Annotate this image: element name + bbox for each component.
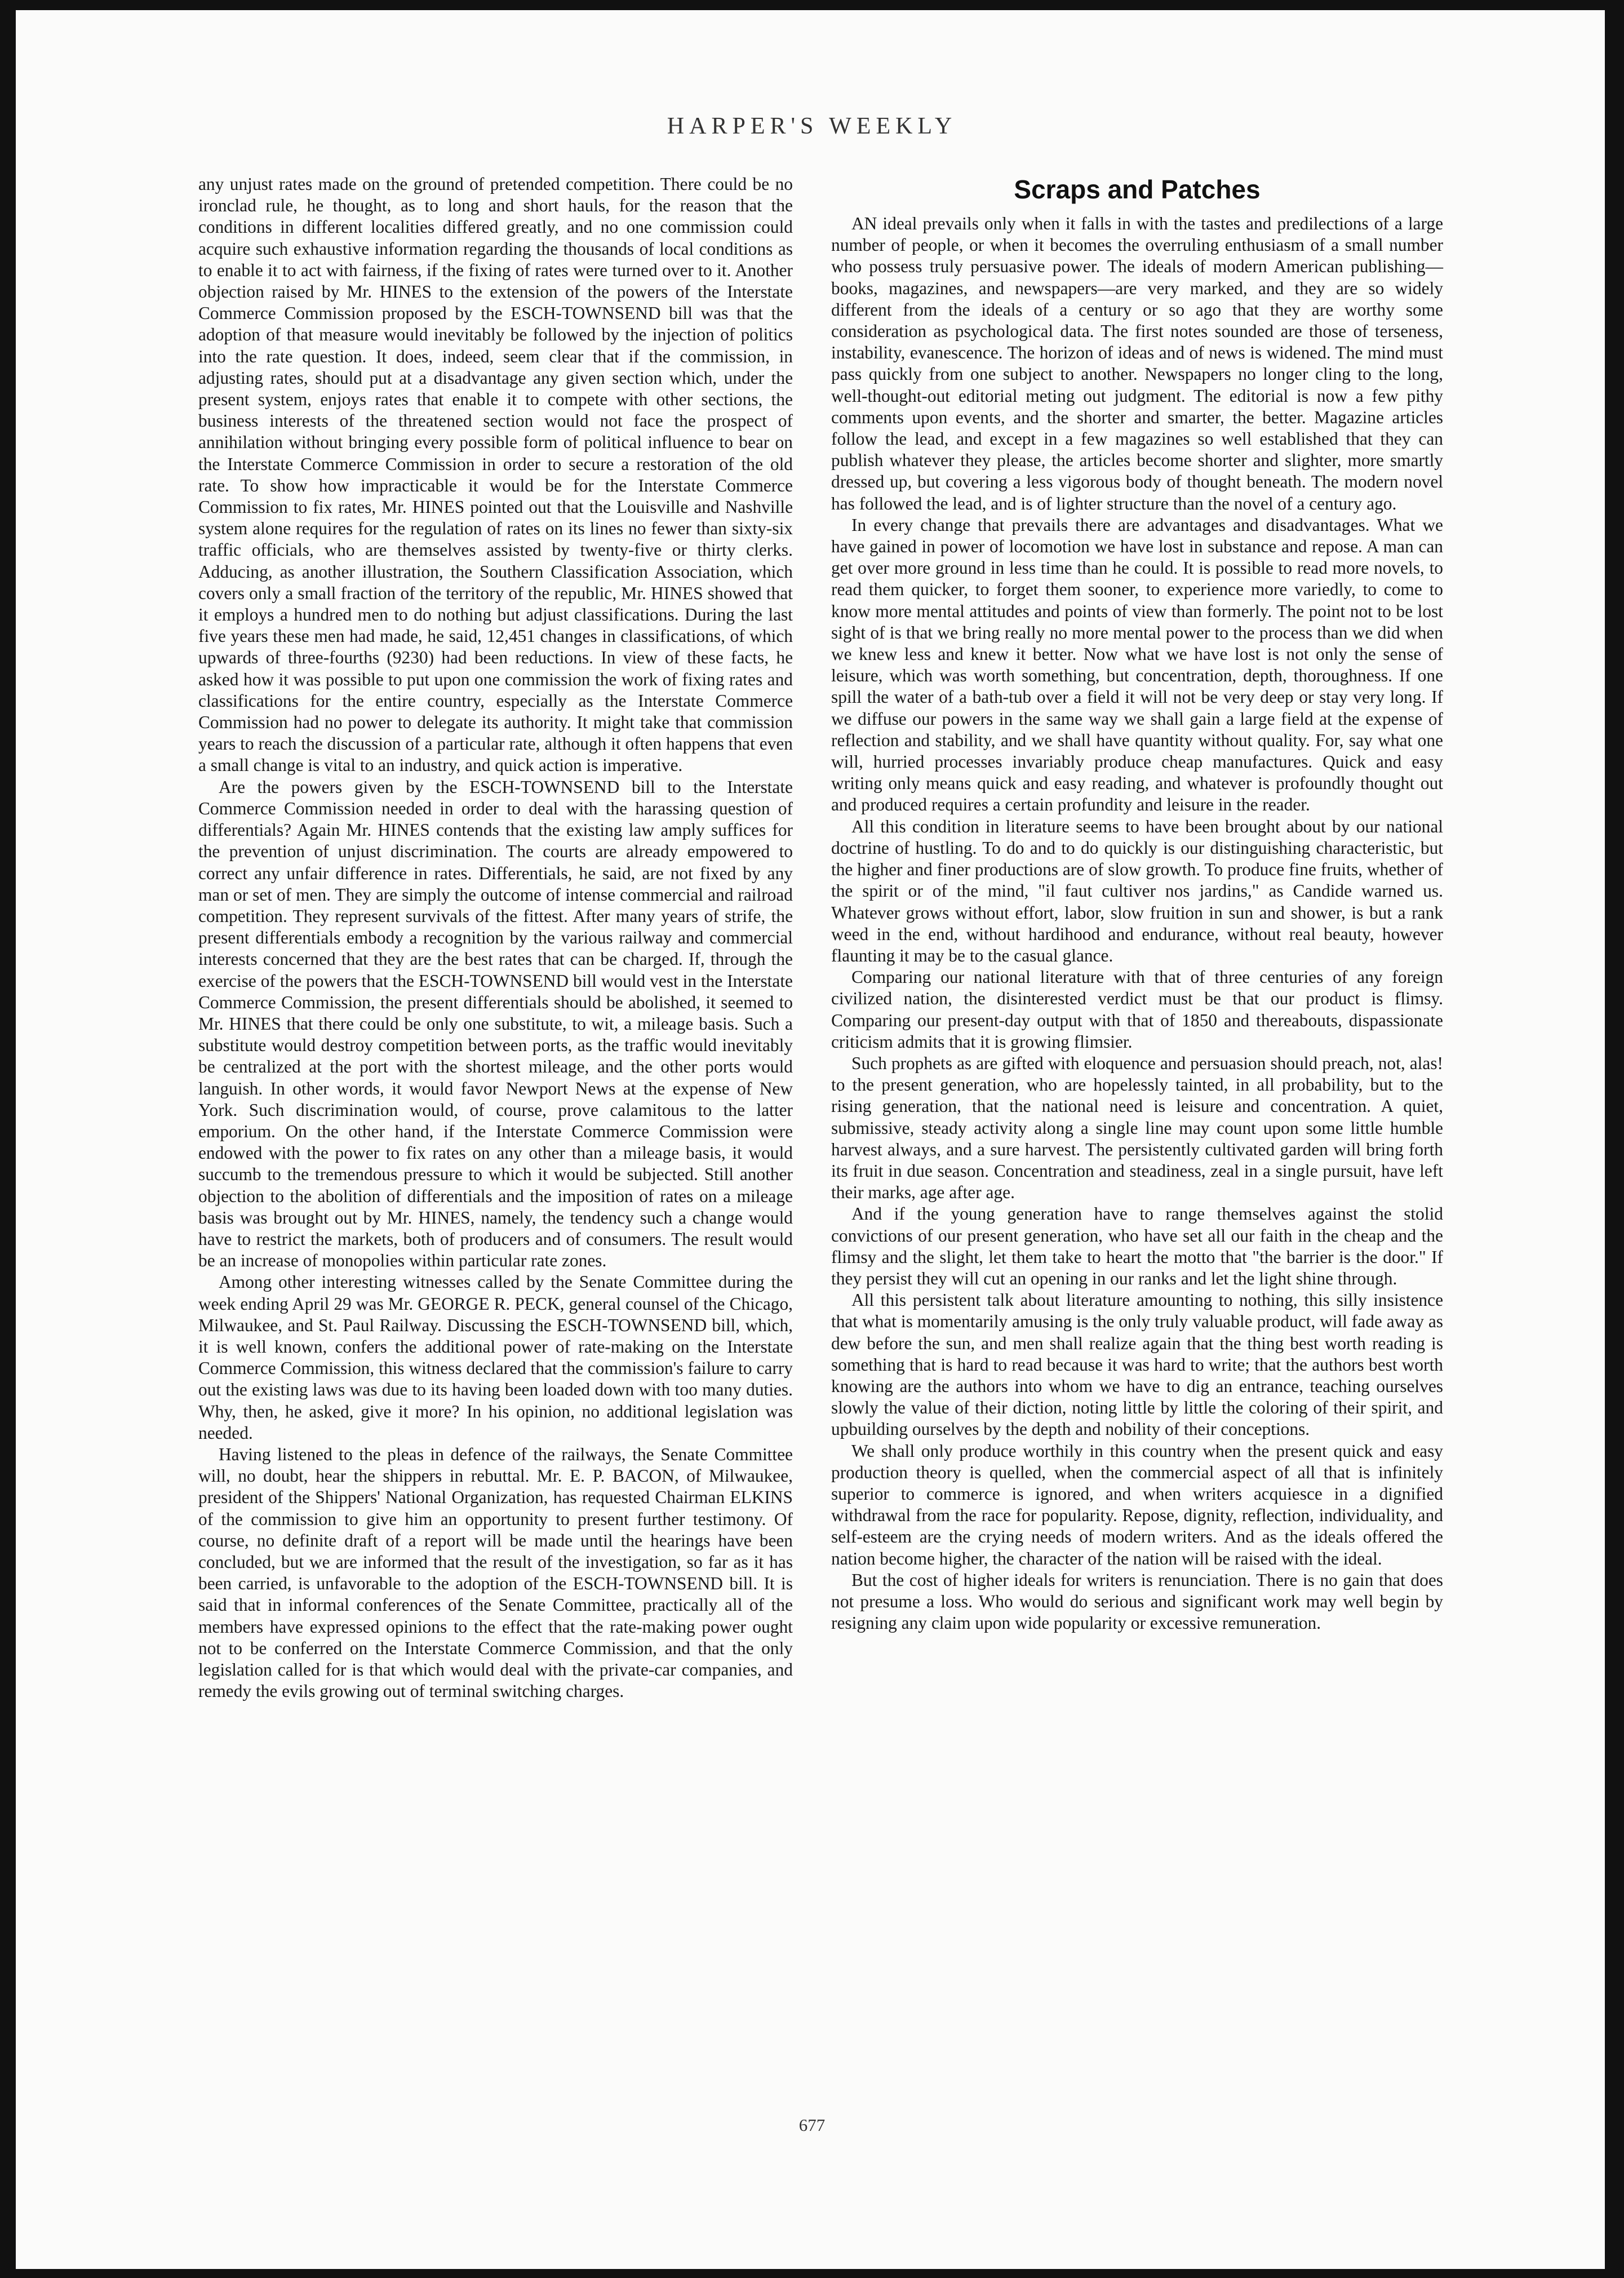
right-paragraph: We shall only produce worthily in this country when the present quick and easy production theory is quelled, when the commercial aspect of all that is infinitely superior to commerce is ignored, and when writers acquiesce in a dignified withdrawal from the race for popularity. Repose, dignity, reflection, individuality, and self-esteem are the crying needs of modern writers. And as the ideals offered the nation become higher, the character of the nation will be raised with the ideal.: [831, 1441, 1443, 1568]
left-paragraph: Having listened to the pleas in defence of the railways, the Senate Committee will, no doubt, hear the shippers in rebuttal. Mr. E. P. BACON, of Milwaukee, president of the Shippers' National Organization, has requested Chairman ELKINS of the commission to give him an opportunity to present further testimony. Of course, no definite draft of a report will be made until the hearings have been concluded, but we are informed that the result of the investigation, so far as it has been carried, is unfavorable to the adoption of the ESCH-TOWNSEND bill. It is said that in informal conferences of the Senate Committee, practically all of the members have expressed opinions to the effect that the rate-making power ought not to be conferred on the Interstate Commerce Commission, and that the only legislation called for is that which would deal with the private-car companies, and remedy the evils growing out of terminal switching charges.: [198, 1444, 793, 1701]
right-paragraph: Such prophets as are gifted with eloquence and persuasion should preach, not, alas! to the present generation, who are hopelessly tainted, in all probability, but to the rising generation, that the national need is leisure and concentration. A quiet, submissive, steady activity along a single line may count upon some little humble harvest always, and a sure harvest. The persistently cultivated garden will bring forth its fruit in due season. Concentration and steadiness, zeal in a single pursuit, have left their marks, age after age.: [831, 1053, 1443, 1203]
left-paragraph: Among other interesting witnesses called by the Senate Committee during the week ending April 29 was Mr. GEORGE R. PECK, general counsel of the Chicago, Milwaukee, and St. Paul Railway. Discussing the ESCH-TOWNSEND bill, which, it is well known, confers the additional power of rate-making on the Interstate Commerce Commission, this witness declared that the commission's failure to carry out the existing laws was due to its having been loaded down with too many duties. Why, then, he asked, give it more? In his opinion, no additional legislation was needed.: [198, 1272, 793, 1443]
right-paragraph: All this condition in literature seems to have been brought about by our national doctrine of hustling. To do and to do quickly is our distinguishing characteristic, but the higher and finer productions are of slow growth. To produce fine fruits, whether of the spirit or of the mind, "il faut cultiver nos jardins," as Candide warned us. Whatever grows without effort, labor, slow fruition in sun and shower, is but a rank weed in the end, without hardihood and endurance, without real beauty, however flaunting it may be to the casual glance.: [831, 816, 1443, 965]
left-paragraph: Are the powers given by the ESCH-TOWNSEND bill to the Interstate Commerce Commission needed in order to deal with the harassing question of differentials? Again Mr. HINES contends that the existing law amply suffices for the prevention of unjust discrimination. The courts are already empowered to correct any unfair difference in rates. Differentials, he said, are not fixed by any man or set of men. They are simply the outcome of intense commercial and railroad competition. They represent survivals of the fittest. After many years of strife, the present differentials embody a recognition by the various railway and commercial interests concerned that they are the best rates that can be charged. If, through the exercise of the powers that the ESCH-TOWNSEND bill would vest in the Interstate Commerce Commission, the present differentials should be abolished, it seemed to Mr. HINES that there could be only one substitute, to wit, a mileage basis. Such a substitute would destroy competition between ports, as the traffic would inevitably be centralized at the port with the shortest mileage, and the other ports would languish. In other words, it would favor Newport News at the expense of New York. Such discrimination would, of course, prove calamitous to the latter emporium. On the other hand, if the Interstate Commerce Commission were endowed with the power to fix rates on any other than a mileage basis, it would succumb to the tremendous pressure to which it would be subjected. Still another objection to the abolition of differentials and the imposition of rates on a mileage basis was brought out by Mr. HINES, namely, the tendency such a change would have to restrict the markets, both of producers and of consumers. The result would be an increase of monopolies within particular rate zones.: [198, 777, 793, 1271]
right-paragraph: And if the young generation have to range themselves against the stolid convictions of our present generation, who have set all our faith in the cheap and the flimsy and the slight, let them take to heart the motto that "the barrier is the door." If they persist they will cut an opening in our ranks and let the light shine through.: [831, 1204, 1443, 1288]
left-column: [198, 174, 793, 1702]
left-paragraph: any unjust rates made on the ground of pretended competition. There could be no ironclad rule, he thought, as to long and short hauls, for the reason that the conditions in different localities differed greatly, and no one commission could acquire such exhaustive information regarding the thousands of local conditions as to enable it to act with fairness, if the fixing of rates were turned over to it. Another objection raised by Mr. HINES to the extension of the powers of the Interstate Commerce Commission proposed by the ESCH-TOWNSEND bill was that the adoption of that measure would inevitably be followed by the injection of politics into the rate question. It does, indeed, seem clear that if the commission, in adjusting rates, should put at a disadvantage any given section which, under the present system, enjoys rates that enable it to compete with other sections, the business interests of the threatened section would not face the prospect of annihilation without bringing every possible form of political influence to bear on the Interstate Commerce Commission in order to secure a restoration of the old rate. To show how impracticable it would be for the Interstate Commerce Commission to fix rates, Mr. HINES pointed out that the Louisville and Nashville system alone requires for the regulation of rates on its lines no fewer than sixty-six traffic officials, who are themselves assisted by twenty-five or thirty clerks. Adducing, as another illustration, the Southern Classification Association, which covers only a small fraction of the territory of the republic, Mr. HINES showed that it employs a hundred men to do nothing but adjust classifications. During the last five years these men had made, he said, 12,451 changes in classifications, of which upwards of three-fourths (9230) had been reductions. In view of these facts, he asked how it was possible to put upon one commission the work of fixing rates and classifications for the entire country, especially as the Interstate Commerce Commission had no power to delegate its authority. It might take that commission years to reach the discussion of a particular rate, although it often happens that even a small change is vital to an industry, and quick action is imperative.: [198, 174, 793, 775]
right-column: [831, 174, 1443, 1634]
right-paragraph: AN ideal prevails only when it falls in with the tastes and predilections of a large number of people, or when it becomes the overruling enthusiasm of a small number who possess truly persuasive power. The ideals of modern American publishing—books, magazines, and newspapers—are very marked, and they are so widely different from the ideals of a century or so ago that they are worthy some consideration as psychological data. The first notes sounded are those of terseness, instability, evanescence. The horizon of ideas and of news is widened. The mind must pass quickly from one subject to another. Newspapers no longer cling to the long, well-thought-out editorial meting out judgment. The editorial is now a few pithy comments upon events, and the shorter and smarter, the better. Magazine articles follow the lead, and except in a few magazines so well established that they can publish whatever they please, the articles become shorter and slighter, more smartly dressed up, but covering a less vigorous body of thought beneath. The modern novel has followed the lead, and is of lighter structure than the novel of a century ago.: [831, 214, 1443, 513]
scan-border-right: [1605, 0, 1624, 2278]
page-number: 677: [798, 2115, 826, 2135]
right-paragraph: In every change that prevails there are advantages and disadvantages. What we have gained in power of locomotion we have lost in substance and repose. A man can get over more ground in less time than he could. It is possible to read more novels, to read them quicker, to forget them sooner, to experience more variedly, to come to know more mental attitudes and points of view than formerly. The point not to be lost sight of is that we bring really no more mental power to the process than we did when we knew less and knew it better. Now what we have lost is not only the sense of leisure, which was worth something, but concentration, depth, thoroughness. If one spill the water of a bath-tub over a field it will not be very deep or stay very long. If we diffuse our powers in the same way we shall gain a large field at the expense of reflection and stability, and we shall have quantity without quality. For, say what one will, hurried processes invariably produce cheap manufactures. Quick and easy writing only means quick and easy reading, and whatever is profoundly thought out and produced requires a certain profundity and leisure in the reader.: [831, 515, 1443, 815]
right-paragraph: Comparing our national literature with that of three centuries of any foreign civilized nation, the disinterested verdict must be that our product is flimsy. Comparing our present-day output with that of 1850 and thereabouts, dispassionate criticism admits that it is growing flimsier.: [831, 967, 1443, 1052]
right-paragraph: But the cost of higher ideals for writers is renunciation. There is no gain that does not presume a loss. Who would do serious and significant work may well begin by resigning any claim upon wide popularity or excessive remuneration.: [831, 1570, 1443, 1633]
article-title: Scraps and Patches: [1014, 175, 1261, 204]
right-paragraph: All this persistent talk about literature amounting to nothing, this silly insistence that what is momentarily amusing is the only truly valuable product, will fade away as dew before the sun, and men shall realize again that the thing best worth reading is something that is hard to read because it was hard to write; that the authors best worth knowing are the authors into whom we have to dig an entrance, teaching ourselves slowly the value of their diction, noting little by little the coloring of their spirit, and upbuilding ourselves by the depth and nobility of their conceptions.: [831, 1290, 1443, 1439]
scan-border-left: [0, 0, 16, 2278]
scan-border-bottom: [0, 2269, 1624, 2278]
scan-border-top: [0, 0, 1624, 10]
running-head: HARPER'S WEEKLY: [667, 113, 957, 139]
